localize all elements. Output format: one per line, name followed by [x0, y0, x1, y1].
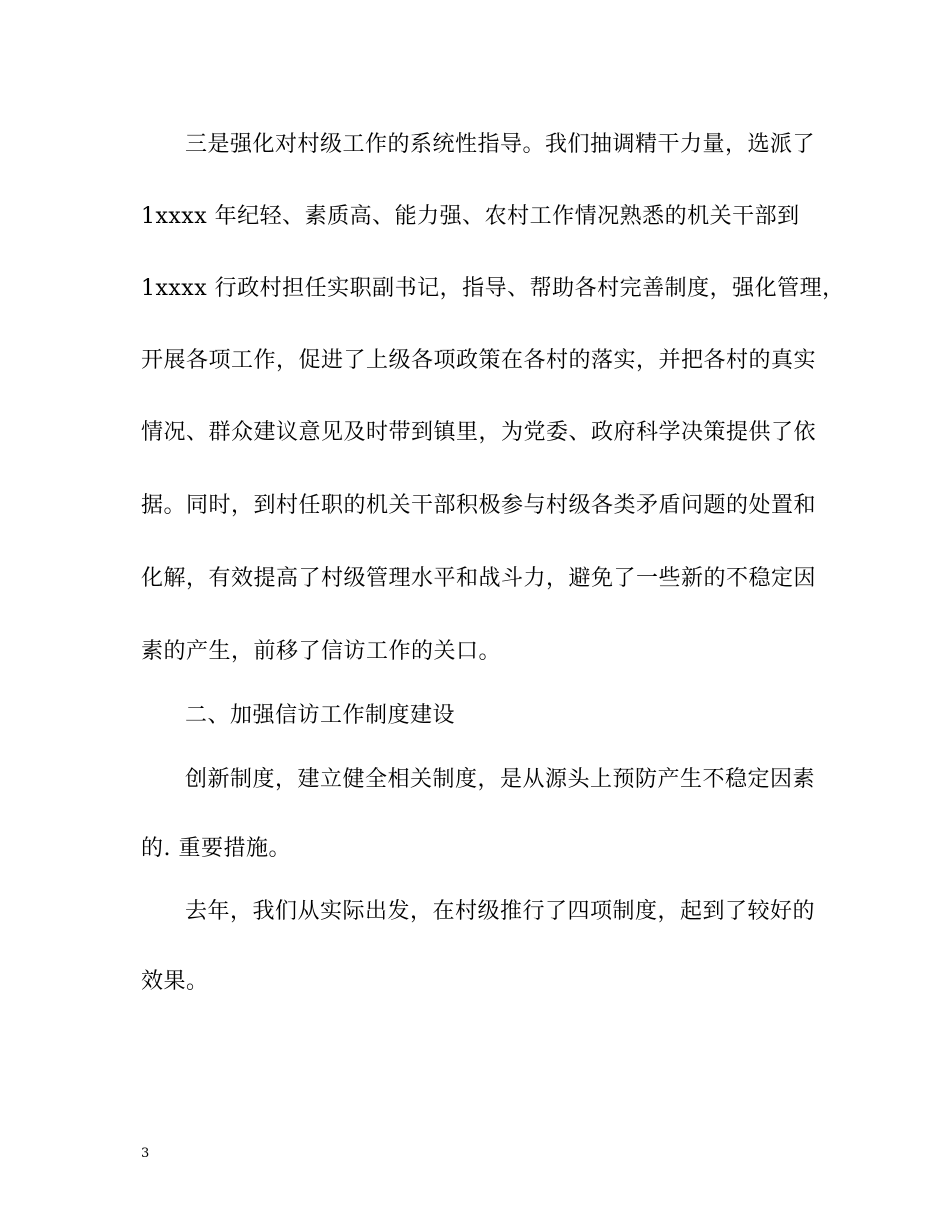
paragraph-1-line-6: 据。同时，到村任职的机关干部积极参与村级各类矛盾问题的处置和 — [141, 493, 817, 518]
paragraph-1-line-1: 三是强化对村级工作的系统性指导。我们抽调精干力量，选派了 — [185, 132, 816, 157]
section-heading: 二、加强信访工作制度建设 — [185, 703, 456, 728]
paragraph-2-line-1: 创新制度，建立健全相关制度，是从源头上预防产生不稳定因素 — [185, 767, 816, 792]
paragraph-1-line-4: 开展各项工作，促进了上级各项政策在各村的落实，并把各村的真实 — [141, 348, 817, 373]
page-number: 3 — [141, 1146, 150, 1161]
paragraph-1-line-7: 化解，有效提高了村级管理水平和战斗力，避免了一些新的不稳定因 — [141, 566, 817, 591]
paragraph-2-line-2: 的. 重要措施。 — [141, 836, 291, 861]
paragraph-3-line-2: 效果。 — [141, 969, 209, 994]
paragraph-1-line-3: 1xxxx 行政村担任实职副书记，指导、帮助各村完善制度，强化管理， — [141, 276, 845, 301]
paragraph-3-line-1: 去年，我们从实际出发，在村级推行了四项制度，起到了较好的 — [185, 899, 816, 924]
paragraph-1-line-8: 素的产生，前移了信访工作的关口。 — [141, 639, 502, 664]
paragraph-1-line-5: 情况、群众建议意见及时带到镇里，为党委、政府科学决策提供了依 — [141, 420, 817, 445]
paragraph-1-line-2: 1xxxx 年纪轻、素质高、能力强、农村工作情况熟悉的机关干部到 — [141, 204, 800, 229]
